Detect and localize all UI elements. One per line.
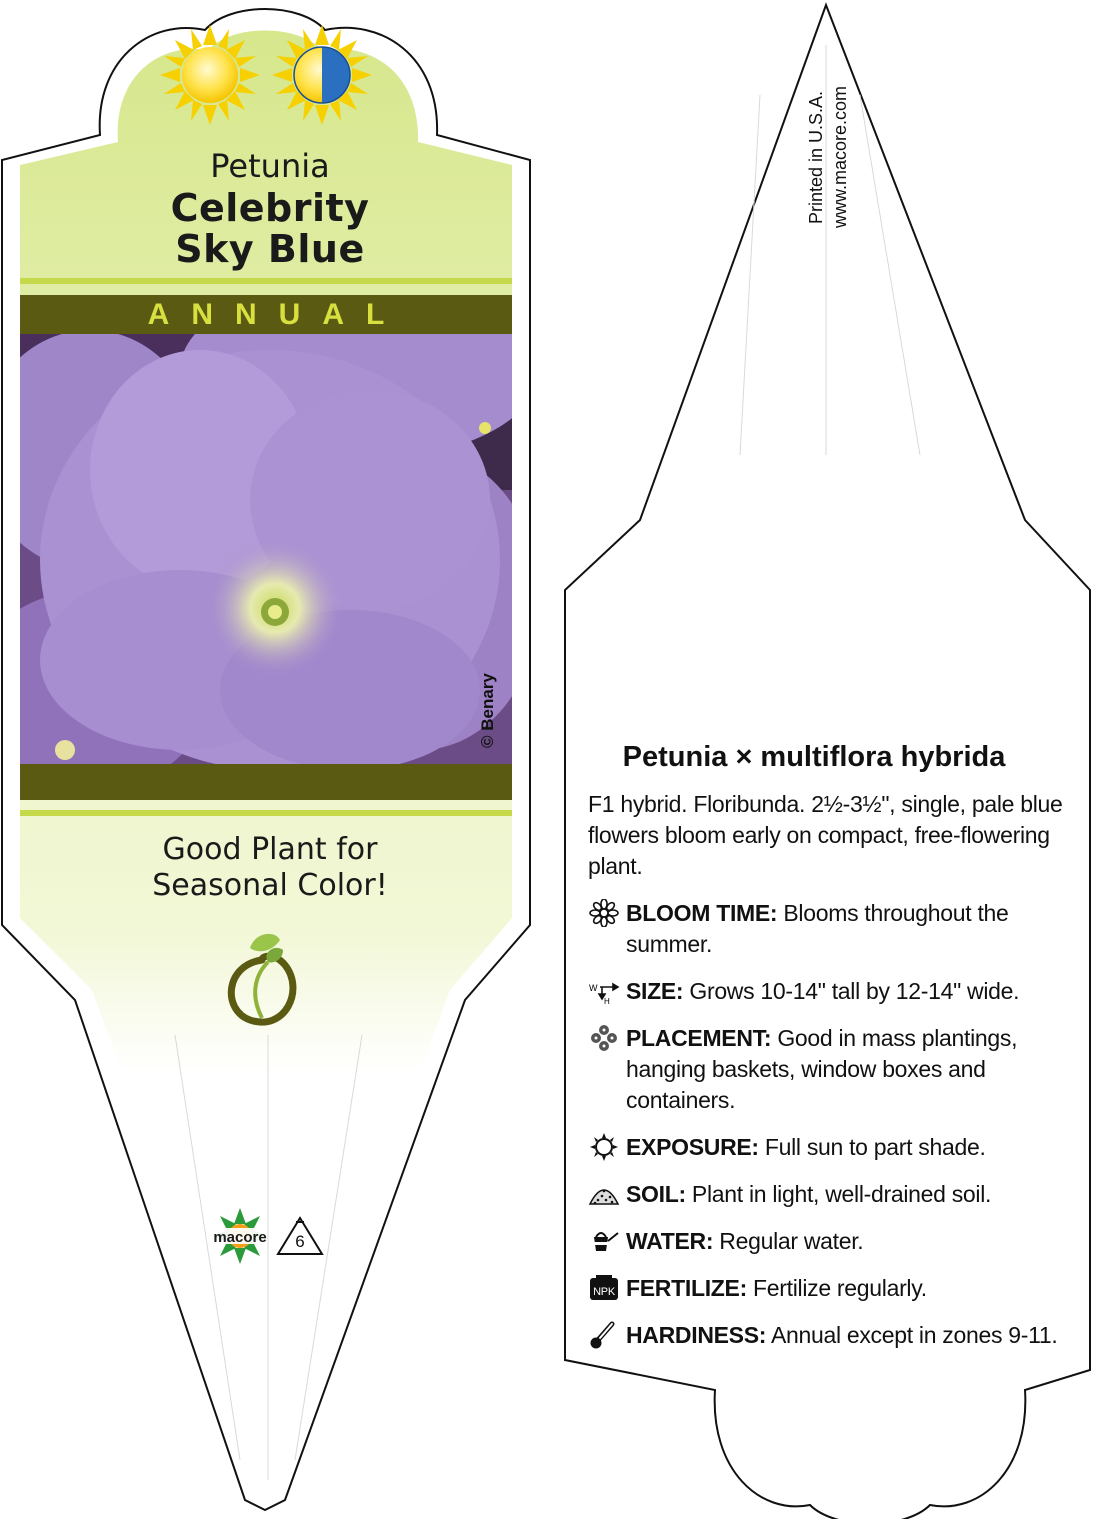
plant-description: F1 hybrid. Floribunda. 2½-3½", single, pale blue flowers bloom early on compact, free-flowering plant. bbox=[588, 791, 1063, 879]
care-attribute-size bbox=[588, 976, 1068, 1007]
website-label: www.macore.com bbox=[830, 85, 850, 228]
attribute-label: WATER: bbox=[626, 1228, 714, 1254]
brand-name: macore bbox=[213, 1229, 267, 1246]
bottom-light-band bbox=[20, 810, 512, 816]
part-shade-icon bbox=[272, 25, 372, 125]
flower-icon bbox=[588, 899, 620, 927]
attribute-value: Plant in light, well-drained soil. bbox=[685, 1181, 992, 1207]
petunia-photo bbox=[0, 280, 540, 790]
variety-line-2: Sky Blue bbox=[175, 227, 365, 271]
attribute-label: FERTILIZE: bbox=[626, 1275, 747, 1301]
attribute-value: Blooms throughout the summer. bbox=[626, 900, 1009, 957]
attribute-label: SIZE: bbox=[626, 978, 684, 1004]
photo-credit: © Benary bbox=[478, 673, 497, 748]
care-attribute-hardiness bbox=[588, 1320, 1068, 1351]
attribute-value: Annual except in zones 9-11. bbox=[766, 1322, 1058, 1348]
printed-in-label: Printed in U.S.A. bbox=[806, 90, 826, 224]
attribute-value: Grows 10-14" tall by 12-14" wide. bbox=[683, 978, 1020, 1004]
attribute-value: Good in mass plantings, hanging baskets, window boxes and containers. bbox=[626, 1025, 1018, 1113]
attribute-label: EXPOSURE: bbox=[626, 1134, 759, 1160]
tagline bbox=[110, 832, 430, 904]
full-sun-icon bbox=[160, 25, 260, 125]
svg-text:NPK: NPK bbox=[593, 1286, 615, 1298]
size-arrows-icon bbox=[588, 977, 620, 1005]
attribute-value: Fertilize regularly. bbox=[746, 1275, 927, 1301]
bottom-dark-band bbox=[20, 764, 512, 800]
svg-text:H: H bbox=[604, 997, 610, 1005]
recycle-code: 6 bbox=[295, 1232, 305, 1251]
soil-icon bbox=[588, 1180, 620, 1208]
attribute-value: Regular water. bbox=[713, 1228, 864, 1254]
attribute-label: PLACEMENT: bbox=[626, 1025, 772, 1051]
watering-can-icon bbox=[588, 1227, 620, 1255]
care-attribute-bloom-time bbox=[588, 898, 1068, 960]
svg-text:W: W bbox=[589, 983, 598, 993]
care-info bbox=[588, 735, 1068, 1351]
placement-icon bbox=[588, 1024, 620, 1052]
attribute-value: Full sun to part shade. bbox=[758, 1134, 986, 1160]
variety-line-1: Celebrity bbox=[170, 186, 370, 230]
attribute-label: HARDINESS: bbox=[626, 1322, 767, 1348]
npk-icon bbox=[588, 1274, 620, 1302]
sun-outline-icon bbox=[588, 1133, 620, 1161]
thermometer-icon bbox=[588, 1321, 620, 1349]
care-attribute-exposure bbox=[588, 1132, 1068, 1163]
care-attribute-water bbox=[588, 1226, 1068, 1257]
tagline-line-2: Seasonal Color! bbox=[152, 868, 388, 903]
care-attribute-fertilize bbox=[588, 1273, 1068, 1304]
category-label: ANNUAL bbox=[147, 298, 407, 331]
attribute-label: BLOOM TIME: bbox=[626, 900, 778, 926]
top-light-band bbox=[20, 278, 512, 284]
common-name: Petunia bbox=[210, 147, 330, 185]
care-attribute-placement bbox=[588, 1023, 1068, 1116]
attribute-label: SOIL: bbox=[626, 1181, 686, 1207]
care-attributes bbox=[588, 898, 1068, 1351]
tagline-line-1: Good Plant for bbox=[162, 832, 378, 867]
botanical-name: Petunia × multiflora hybrida bbox=[622, 741, 1006, 773]
variety-name bbox=[100, 188, 440, 270]
care-attribute-soil bbox=[588, 1179, 1068, 1210]
